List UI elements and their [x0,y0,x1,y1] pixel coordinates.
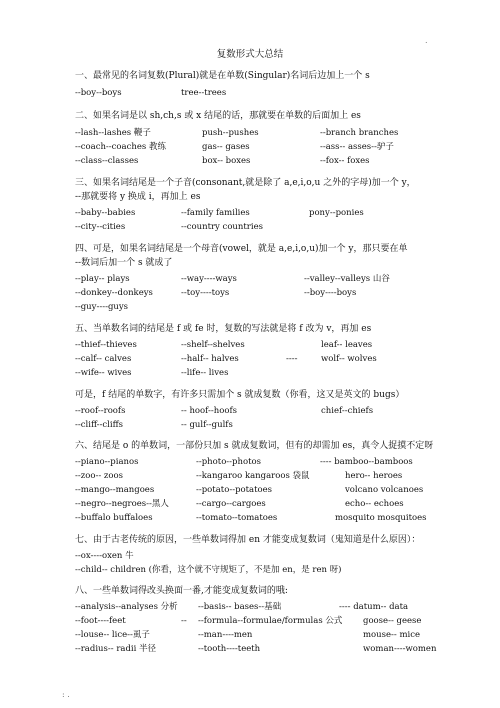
example-cell: chief--chiefs [321,406,374,416]
section-heading-continued: --那就要将 y 换成 i，再加上 es [75,192,201,202]
example-row [75,154,490,168]
example-cell: --man----men [198,630,253,640]
section-heading: 可是，f 结尾的单数字，有许多只需加个 s 就成复数（你看，这又是英文的 bugs） [75,390,405,400]
section-heading: 五、当单数名词的结尾是 f 或 fe 时，复数的写法就是将 f 改为 v，再加 es [75,324,372,334]
example-cell: -- [181,616,187,626]
example-row [75,220,490,234]
example-cell: --half-- halves [181,354,239,364]
example-row [75,418,490,432]
example-cell: --branch branches [320,128,399,138]
example-cell: --mango--mangoes [75,485,155,495]
example-cell: --tomato--tomatoes [196,513,278,523]
example-cell: ---- datum-- data [339,602,409,612]
example-cell: --guy----guys [75,302,129,312]
example-cell: --play-- plays [75,274,130,284]
section-heading: 八、一些单数词得改头换面一番,才能变成复数词的哦: [75,586,288,596]
example-row [75,614,490,628]
page-title: 复数形式大总结 [216,49,284,60]
example-cell: --baby--babies [75,208,136,218]
example-cell: --photo--photos [196,457,261,467]
corner-mark: . [425,36,428,45]
example-cell: --boy--boys [75,88,122,98]
example-row [75,628,490,642]
example-row [75,483,490,497]
example-row [75,352,490,366]
example-cell: --ass-- asses--驴子 [320,142,394,152]
example-cell: woman----women [363,644,437,654]
example-cell: --analysis--analyses 分析 [75,602,178,612]
section-7 [75,534,490,577]
example-row [75,563,490,577]
example-cell: --toy----toys [181,288,230,298]
example-cell: tree--trees [181,88,227,98]
example-row [75,549,490,563]
section-6 [75,440,490,525]
section-8 [75,585,490,656]
example-cell: --wife-- wives [75,368,132,378]
example-row [75,286,490,300]
example-cell: box-- boxes [202,156,251,166]
example-row [75,455,490,469]
example-cell: --potato--potatoes [196,485,273,495]
section-5 [75,323,490,380]
section-heading: 六、结尾是 o 的单数词，一部份只加 s 就成复数词，但有的却需加 es，真令人捉摸不定呀 [75,441,434,451]
example-cell: echo-- echoes [345,499,404,509]
example-cell: --life-- lives [181,368,229,378]
example-cell: --zoo-- zoos [75,471,123,481]
example-row [75,126,490,140]
example-cell: wolf-- wolves [321,354,377,364]
example-cell: ---- bamboo--bamboos [320,457,413,467]
example-cell: --fox-- foxes [320,156,370,166]
example-cell: --country countries [181,222,263,232]
example-cell: gas-- gases [202,142,250,152]
example-row [75,338,490,352]
example-cell: --foot----feet [75,616,126,626]
example-cell: --thief--thieves [75,340,137,350]
example-row [75,140,490,154]
example-cell: --family families [181,208,250,218]
example-cell: --piano--pianos [75,457,139,467]
example-cell: --cliff--cliffs [75,420,124,430]
example-cell: --roof--roofs [75,406,126,416]
example-row [75,366,490,380]
section-2 [75,110,490,168]
example-row [75,469,490,483]
example-cell: mouse-- mice [363,630,421,640]
example-cell: --buffalo buffaloes [75,513,153,523]
section-heading: 四、可是，如果名词结尾是一个母音(vowel，就是 a,e,i,o,u)加一个 y，那只要在单 [75,244,408,254]
example-cell: --louse-- lice--虱子 [75,630,150,640]
example-cell: --tooth----teeth [198,644,261,654]
example-cell: --lash--lashes 鞭子 [75,128,151,138]
section-heading: 二、如果名词是以 sh,ch,s 或 x 结尾的话，那就要在单数的后面加上 es [75,111,361,121]
example-cell: --way----ways [181,274,237,284]
example-row [75,600,490,614]
section-5-note [75,389,490,432]
example-cell: --radius-- radii 半径 [75,644,157,654]
example-cell: --kangaroo kangaroos 袋鼠 [196,471,310,481]
example-cell: volcano volcanoes [345,485,424,495]
example-row [75,206,490,220]
example-cell: hero-- heroes [345,471,403,481]
example-row [75,272,490,286]
example-cell: --calf-- calves [75,354,132,364]
example-cell: --cargo--cargoes [196,499,266,509]
example-cell: mosquito mosquitoes [335,513,427,523]
section-3 [75,177,490,234]
section-4 [75,243,490,314]
footer-mark: : . [62,690,70,699]
section-heading: 一、最常见的名词复数(Plural)就是在单数(Singular)名词后边加上一个 s [75,71,370,81]
example-cell: --coach--coaches 教练 [75,142,166,152]
section-1 [75,70,490,100]
example-cell: --donkey--donkeys [75,288,153,298]
example-cell: pony--ponies [309,208,364,218]
section-heading: 七、由于古老传统的原因，一些单数词得加 en 才能变成复数词（鬼知道是什么原因）： [75,535,421,545]
example-cell: -- hoof--hoofs [181,406,237,416]
example-row [75,404,490,418]
example-row [75,300,490,314]
example-cell: --ox----oxen 牛 [75,551,134,561]
example-cell: --class--classes [75,156,139,166]
example-cell: --shelf--shelves [181,340,245,350]
example-cell: -- gulf--gulfs [181,420,233,430]
example-row [75,86,490,100]
example-cell: goose-- geese [363,616,422,626]
example-cell: --city--cities [75,222,126,232]
example-cell: leaf-- leaves [321,340,373,350]
example-cell: --formula--formulae/formulas 公式 [198,616,343,626]
example-cell: --valley--valleys 山谷 [304,274,390,284]
example-cell: --basis-- bases--基础 [198,602,282,612]
section-heading: 三、如果名词结尾是一个子音(consonant,就是除了 a,e,i,o,u 之外的字母)加一个 y， [75,178,416,188]
section-heading-continued: --数词后加一个 s 就成了 [75,258,173,268]
example-cell: ---- [286,354,298,364]
example-row [75,497,490,511]
example-row [75,642,490,656]
example-cell: --child-- children (你看，这个就不守规矩了，不是加 en，是 ren 呀) [75,565,342,575]
example-cell: push--pushes [202,128,259,138]
example-row [75,511,490,525]
example-cell: --boy----boys [304,288,357,298]
example-cell: --negro--negroes--黑人 [75,499,169,509]
